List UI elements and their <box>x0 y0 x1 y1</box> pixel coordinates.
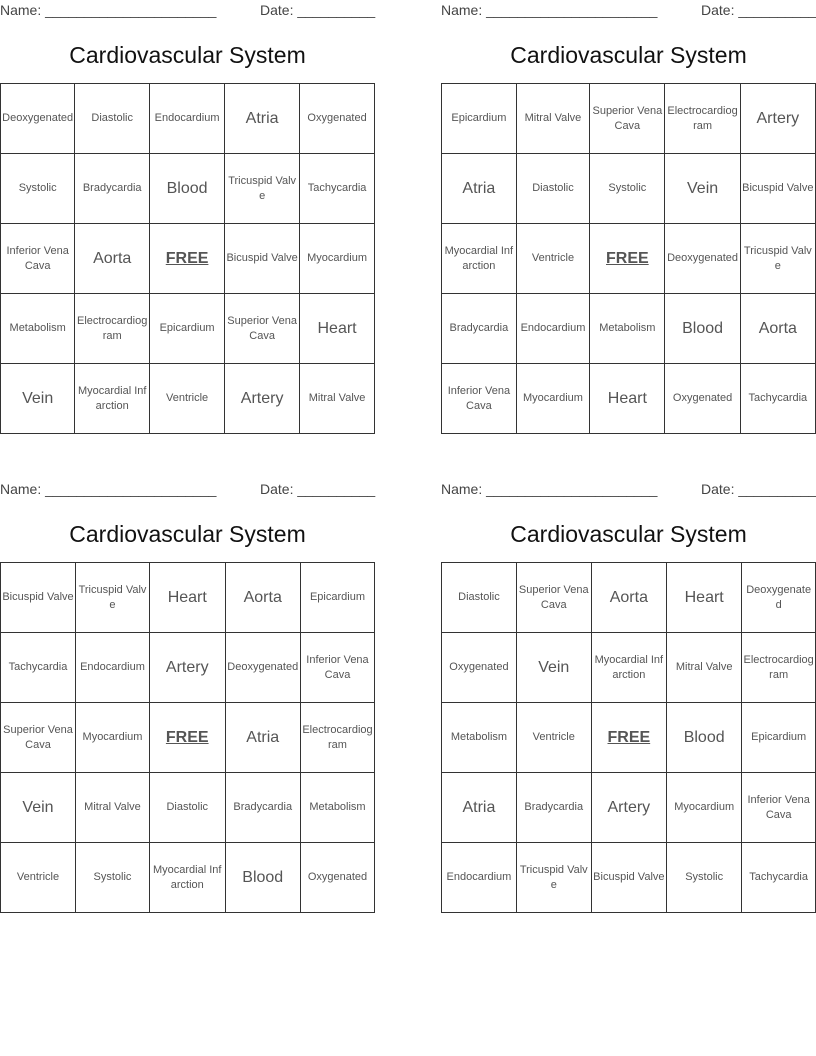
bingo-cell[interactable]: Superior Vena Cava <box>225 294 300 364</box>
bingo-cell[interactable]: Atria <box>225 703 300 773</box>
bingo-cell[interactable]: Myocardium <box>300 224 375 294</box>
bingo-cell[interactable]: Diastolic <box>149 773 225 843</box>
bingo-cell[interactable]: Bradycardia <box>442 294 517 364</box>
bingo-cell[interactable]: Aorta <box>225 563 300 633</box>
bingo-cell[interactable]: Ventricle <box>1 843 76 913</box>
bingo-grid <box>441 83 816 434</box>
bingo-cell[interactable]: Inferior Vena Cava <box>1 224 75 294</box>
bingo-cell[interactable]: Ventricle <box>516 224 589 294</box>
bingo-cell[interactable]: Electrocardiogram <box>300 703 374 773</box>
bingo-cell[interactable]: Blood <box>225 843 300 913</box>
bingo-cell[interactable]: Bicuspid Valve <box>225 224 300 294</box>
bingo-cell[interactable]: Mitral Valve <box>516 84 589 154</box>
bingo-cell[interactable]: Oxygenated <box>300 843 374 913</box>
name-line: Name: ______________________ <box>0 2 217 18</box>
bingo-cell[interactable]: Systolic <box>667 843 742 913</box>
bingo-cell[interactable]: Deoxygenated <box>665 224 740 294</box>
bingo-cell[interactable]: Vein <box>1 364 75 434</box>
bingo-cell[interactable]: Systolic <box>1 154 75 224</box>
grid-row <box>1 84 375 154</box>
bingo-cell[interactable]: Superior Vena Cava <box>516 563 591 633</box>
bingo-cell[interactable]: Myocardial Infarction <box>149 843 225 913</box>
grid-row <box>1 294 375 364</box>
bingo-cell[interactable]: Systolic <box>590 154 665 224</box>
name-line: Name: ______________________ <box>441 2 658 18</box>
bingo-cell[interactable]: Heart <box>300 294 375 364</box>
free-space-cell[interactable]: FREE <box>149 703 225 773</box>
bingo-cell[interactable]: Myocardial Infarction <box>442 224 517 294</box>
bingo-cell[interactable]: Tachycardia <box>1 633 76 703</box>
bingo-cell[interactable]: Heart <box>667 563 742 633</box>
card-header <box>441 0 816 20</box>
card-title: Cardiovascular System <box>69 521 306 547</box>
bingo-cell[interactable]: Diastolic <box>442 563 517 633</box>
bingo-cell[interactable]: Bicuspid Valve <box>740 154 815 224</box>
name-line: Name: ______________________ <box>0 481 217 497</box>
bingo-cell[interactable]: Superior Vena Cava <box>590 84 665 154</box>
free-space-cell[interactable]: FREE <box>150 224 225 294</box>
grid-row <box>1 364 375 434</box>
grid-row <box>442 364 816 434</box>
bingo-cell[interactable]: Blood <box>150 154 225 224</box>
bingo-cell[interactable]: Tachycardia <box>300 154 375 224</box>
date-line: Date: __________ <box>260 481 376 497</box>
bingo-cell[interactable]: Artery <box>591 773 666 843</box>
bingo-cell[interactable]: Tricuspid Valve <box>76 563 150 633</box>
bingo-cell[interactable]: Blood <box>665 294 740 364</box>
bingo-cell[interactable]: Aorta <box>75 224 150 294</box>
bingo-card <box>0 0 376 412</box>
bingo-cell[interactable]: Endocardium <box>442 843 517 913</box>
bingo-cell[interactable]: Oxygenated <box>665 364 740 434</box>
bingo-cell[interactable]: Tricuspid Valve <box>740 224 815 294</box>
bingo-cell[interactable]: Deoxygenated <box>225 633 300 703</box>
bingo-cell[interactable]: Mitral Valve <box>667 633 742 703</box>
bingo-cell[interactable]: Tricuspid Valve <box>225 154 300 224</box>
bingo-cell[interactable]: Endocardium <box>76 633 150 703</box>
bingo-cell[interactable]: Vein <box>1 773 76 843</box>
bingo-cell[interactable]: Diastolic <box>516 154 589 224</box>
grid-row <box>442 843 816 913</box>
grid-row <box>1 154 375 224</box>
bingo-cell[interactable]: Tachycardia <box>742 843 816 913</box>
bingo-cell[interactable]: Deoxygenated <box>742 563 816 633</box>
grid-row <box>1 703 375 773</box>
bingo-cell[interactable]: Mitral Valve <box>76 773 150 843</box>
card-title: Cardiovascular System <box>510 42 747 68</box>
grid-row <box>1 843 375 913</box>
grid-row <box>442 224 816 294</box>
bingo-cell[interactable]: Oxygenated <box>442 633 517 703</box>
bingo-cell[interactable]: Metabolism <box>590 294 665 364</box>
bingo-cell[interactable]: Myocardium <box>516 364 589 434</box>
bingo-cell[interactable]: Superior Vena Cava <box>1 703 76 773</box>
bingo-cell[interactable]: Ventricle <box>150 364 225 434</box>
card-header <box>0 0 375 20</box>
bingo-cell[interactable]: Electrocardiogram <box>75 294 150 364</box>
bingo-cell[interactable]: Artery <box>225 364 300 434</box>
bingo-cell[interactable]: Vein <box>665 154 740 224</box>
bingo-cell[interactable]: Atria <box>442 154 517 224</box>
free-space-cell[interactable]: FREE <box>590 224 665 294</box>
bingo-cell[interactable]: Mitral Valve <box>300 364 375 434</box>
bingo-cell[interactable]: Bradycardia <box>516 773 591 843</box>
bingo-cell[interactable]: Bradycardia <box>75 154 150 224</box>
card-header <box>0 479 375 499</box>
grid-row <box>1 633 375 703</box>
bingo-cell[interactable]: Aorta <box>740 294 815 364</box>
bingo-cell[interactable]: Endocardium <box>516 294 589 364</box>
bingo-grid <box>0 83 375 434</box>
bingo-cell[interactable]: Tachycardia <box>740 364 815 434</box>
bingo-cell[interactable]: Heart <box>149 563 225 633</box>
grid-row <box>1 224 375 294</box>
free-space-cell[interactable]: FREE <box>591 703 666 773</box>
bingo-cell[interactable]: Epicardium <box>150 294 225 364</box>
bingo-cell[interactable]: Epicardium <box>300 563 374 633</box>
bingo-cell[interactable]: Bicuspid Valve <box>1 563 76 633</box>
bingo-grid <box>441 562 816 913</box>
card-title: Cardiovascular System <box>69 42 306 68</box>
bingo-cell[interactable]: Aorta <box>591 563 666 633</box>
bingo-cell[interactable]: Metabolism <box>300 773 374 843</box>
bingo-cell[interactable]: Endocardium <box>150 84 225 154</box>
card-header <box>441 479 816 499</box>
bingo-cell[interactable]: Electrocardiogram <box>742 633 816 703</box>
bingo-card <box>441 479 816 891</box>
grid-row <box>442 703 816 773</box>
name-line: Name: ______________________ <box>441 481 658 497</box>
grid-row <box>442 633 816 703</box>
bingo-cell[interactable]: Bradycardia <box>225 773 300 843</box>
bingo-cell[interactable]: Myocardial Infarction <box>75 364 150 434</box>
grid-row <box>442 294 816 364</box>
bingo-cell[interactable]: Inferior Vena Cava <box>742 773 816 843</box>
bingo-cell[interactable]: Artery <box>740 84 815 154</box>
bingo-cell[interactable]: Metabolism <box>1 294 75 364</box>
bingo-cell[interactable]: Tricuspid Valve <box>516 843 591 913</box>
bingo-cell[interactable]: Inferior Vena Cava <box>442 364 517 434</box>
bingo-cell[interactable]: Metabolism <box>442 703 517 773</box>
bingo-cell[interactable]: Systolic <box>76 843 150 913</box>
bingo-cell[interactable]: Myocardial Infarction <box>591 633 666 703</box>
bingo-cell[interactable]: Heart <box>590 364 665 434</box>
bingo-cell[interactable]: Blood <box>667 703 742 773</box>
bingo-cell[interactable]: Deoxygenated <box>1 84 75 154</box>
grid-row <box>442 773 816 843</box>
bingo-card <box>0 479 376 891</box>
bingo-cell[interactable]: Inferior Vena Cava <box>300 633 374 703</box>
date-line: Date: __________ <box>260 2 376 18</box>
bingo-cell[interactable]: Epicardium <box>442 84 517 154</box>
grid-row <box>1 563 375 633</box>
bingo-cell[interactable]: Electrocardiogram <box>665 84 740 154</box>
grid-row <box>442 154 816 224</box>
date-line: Date: __________ <box>701 481 816 497</box>
bingo-cell[interactable]: Myocardium <box>667 773 742 843</box>
grid-row <box>1 773 375 843</box>
bingo-cell[interactable]: Ventricle <box>516 703 591 773</box>
bingo-cell[interactable]: Artery <box>149 633 225 703</box>
bingo-cell[interactable]: Vein <box>516 633 591 703</box>
bingo-grid <box>0 562 375 913</box>
grid-row <box>442 563 816 633</box>
grid-row <box>442 84 816 154</box>
bingo-cell[interactable]: Oxygenated <box>300 84 375 154</box>
bingo-cell[interactable]: Diastolic <box>75 84 150 154</box>
date-line: Date: __________ <box>701 2 816 18</box>
bingo-cell[interactable]: Atria <box>442 773 517 843</box>
bingo-cell[interactable]: Myocardium <box>76 703 150 773</box>
card-title: Cardiovascular System <box>510 521 747 547</box>
bingo-cell[interactable]: Bicuspid Valve <box>591 843 666 913</box>
bingo-card <box>441 0 816 412</box>
bingo-cell[interactable]: Epicardium <box>742 703 816 773</box>
bingo-cell[interactable]: Atria <box>225 84 300 154</box>
